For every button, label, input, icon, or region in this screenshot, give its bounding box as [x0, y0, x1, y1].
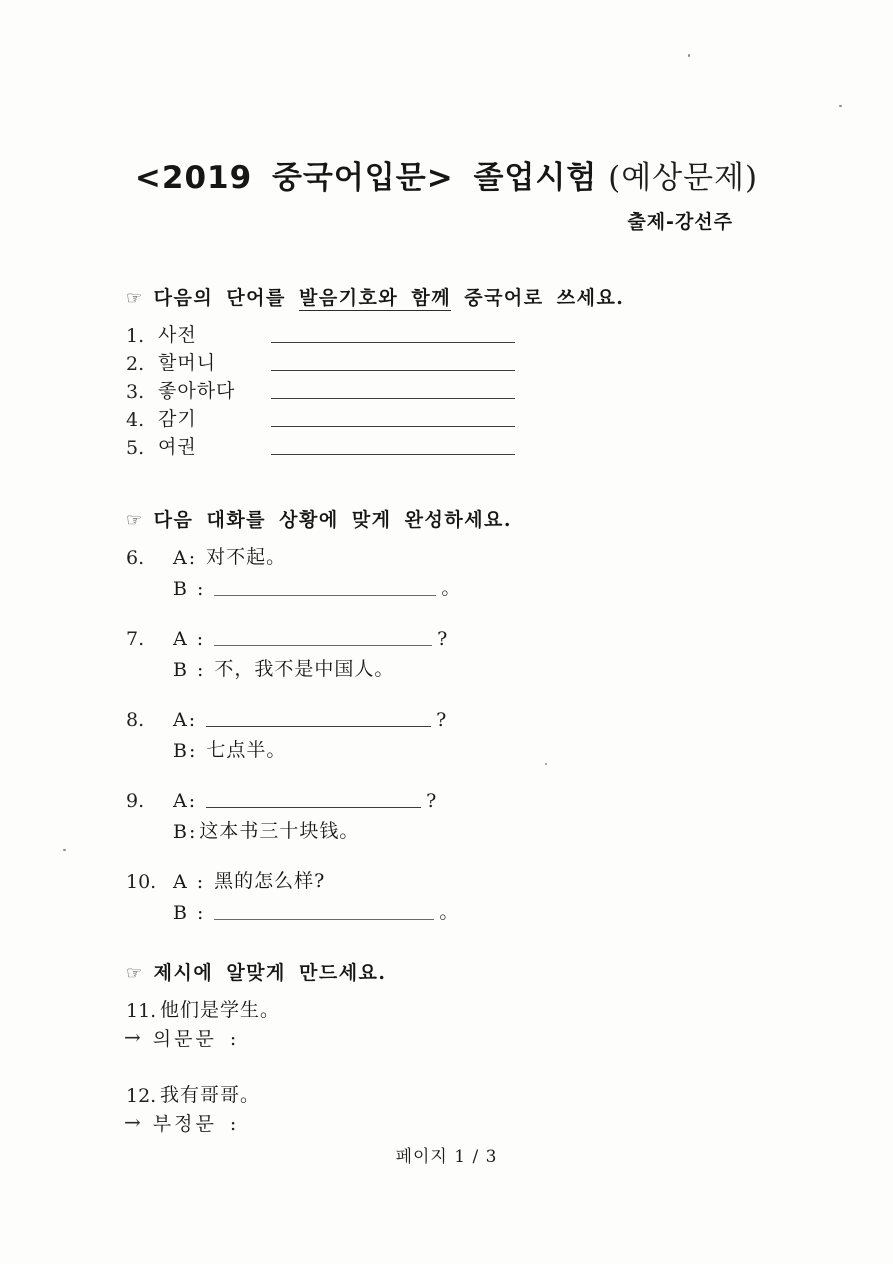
dialogue-b-row	[126, 650, 786, 681]
transform-item	[126, 1077, 786, 1137]
dialogue-a-label: A:	[173, 547, 198, 569]
scan-speck	[63, 849, 66, 851]
dialogue-a-label: A :	[173, 628, 206, 650]
dialogue-b-row	[126, 893, 786, 924]
scan-speck	[545, 763, 547, 765]
dialogue-b-text: 这本书三十块钱。	[199, 820, 360, 842]
source-sentence: 我有哥哥。	[160, 1084, 261, 1106]
dialogue-a-row	[126, 700, 786, 731]
answer-blank	[214, 916, 434, 920]
question-number: 9.	[126, 790, 145, 812]
question-number: 1.	[126, 325, 145, 347]
blank-tail-punct: 。	[439, 901, 459, 923]
dialogue-a-text: 对不起。	[206, 546, 287, 568]
heading-underlined: 발음기호와 함께	[299, 287, 452, 309]
heading-pre: 다음의 단어를	[153, 287, 299, 309]
title-paren: (예상문제)	[597, 160, 759, 196]
dialogue-item	[126, 538, 786, 600]
dialogue-item	[126, 700, 786, 762]
vocab-row	[126, 319, 786, 347]
answer-blank	[271, 367, 515, 371]
section-1-heading	[126, 283, 786, 310]
question-number: 4.	[126, 409, 145, 431]
dialogue-item	[126, 619, 786, 681]
pointing-hand-icon: ☞	[126, 288, 144, 309]
transform-item	[126, 992, 786, 1052]
answer-blank	[214, 592, 436, 596]
blank-tail-punct: 。	[441, 577, 461, 599]
vocab-row	[126, 403, 786, 431]
dialogue-b-label: B:	[173, 740, 198, 762]
blank-tail-punct: ?	[437, 628, 448, 650]
dialogue-a-row	[126, 862, 786, 893]
question-number: 2.	[126, 353, 145, 375]
vocab-word: 사전	[158, 324, 197, 346]
dialogue-b-label: B :	[173, 659, 206, 681]
answer-blank	[271, 451, 515, 455]
arrow-icon: →	[124, 1025, 141, 1049]
answer-blank	[206, 804, 421, 808]
dialogue-a-row	[126, 538, 786, 569]
dialogue-b-label: B :	[173, 578, 206, 600]
question-number: 6.	[126, 547, 145, 569]
answer-blank	[271, 423, 515, 427]
vocab-word: 할머니	[158, 352, 217, 374]
vocab-row	[126, 431, 786, 459]
blank-tail-punct: ?	[426, 790, 437, 812]
dialogue-b-row	[126, 569, 786, 600]
page-title	[0, 152, 893, 197]
section-3-heading	[126, 958, 786, 985]
vocab-word: 여권	[158, 436, 197, 458]
transform-list	[126, 992, 786, 1137]
dialogue-a-row	[126, 619, 786, 650]
scan-speck	[688, 54, 690, 57]
vocab-word: 감기	[158, 408, 197, 430]
dialogue-b-text: 不，我不是中国人。	[214, 658, 395, 680]
dialogue-b-row	[126, 731, 786, 762]
blank-tail-punct: ?	[436, 709, 447, 731]
answer-blank	[206, 723, 431, 727]
title-main: <2019 중국어입문> 졸업시험	[134, 160, 598, 196]
source-sentence-row	[126, 1077, 786, 1107]
vocab-list	[126, 319, 786, 459]
transform-prompt-row	[124, 1107, 786, 1137]
pointing-hand-icon: ☞	[126, 510, 144, 531]
dialogue-b-text: 七点半。	[206, 739, 287, 761]
dialogue-a-row	[126, 781, 786, 812]
question-number: 11.	[126, 1000, 157, 1022]
transform-prompt: 의문문 :	[152, 1027, 240, 1050]
question-number: 8.	[126, 709, 145, 731]
pointing-hand-icon: ☞	[126, 963, 144, 984]
question-number: 3.	[126, 381, 145, 403]
answer-blank	[214, 642, 432, 646]
section-transform	[126, 958, 786, 1161]
page-footer: 페이지 1 / 3	[395, 1147, 498, 1167]
answer-blank	[271, 395, 515, 399]
transform-prompt: 부정문 :	[152, 1112, 240, 1135]
dialogue-item	[126, 862, 786, 924]
dialogue-b-label: B :	[173, 902, 206, 924]
question-number: 7.	[126, 628, 145, 650]
dialogue-b-row	[126, 812, 786, 843]
section-dialogues	[126, 505, 786, 943]
dialogue-a-label: A:	[173, 709, 198, 731]
vocab-row	[126, 375, 786, 403]
source-sentence-row	[126, 992, 786, 1022]
dialogue-a-label: A:	[173, 790, 198, 812]
source-sentence: 他们是学生。	[160, 999, 281, 1021]
question-number: 10.	[126, 871, 157, 893]
arrow-icon: →	[124, 1110, 141, 1134]
dialogue-b-label: B:	[173, 821, 198, 843]
transform-prompt-row	[124, 1022, 786, 1052]
heading-post: 중국어로 쓰세요.	[451, 287, 625, 309]
vocab-word: 좋아하다	[158, 380, 236, 402]
vocab-row	[126, 347, 786, 375]
dialogue-item	[126, 781, 786, 843]
answer-blank	[271, 339, 515, 343]
author-credit: 출제-강선주	[627, 211, 733, 233]
dialogue-list	[126, 538, 786, 924]
dialogue-a-text: 黑的怎么样?	[214, 870, 326, 892]
section-2-heading	[126, 505, 786, 532]
dialogue-a-label: A :	[173, 871, 206, 893]
question-number: 12.	[126, 1085, 157, 1107]
heading-text: 제시에 알맞게 만드세요.	[153, 962, 387, 984]
question-number: 5.	[126, 437, 145, 459]
section-vocabulary	[126, 283, 786, 459]
heading-text: 다음 대화를 상황에 맞게 완성하세요.	[153, 509, 513, 531]
scan-speck	[839, 105, 842, 107]
